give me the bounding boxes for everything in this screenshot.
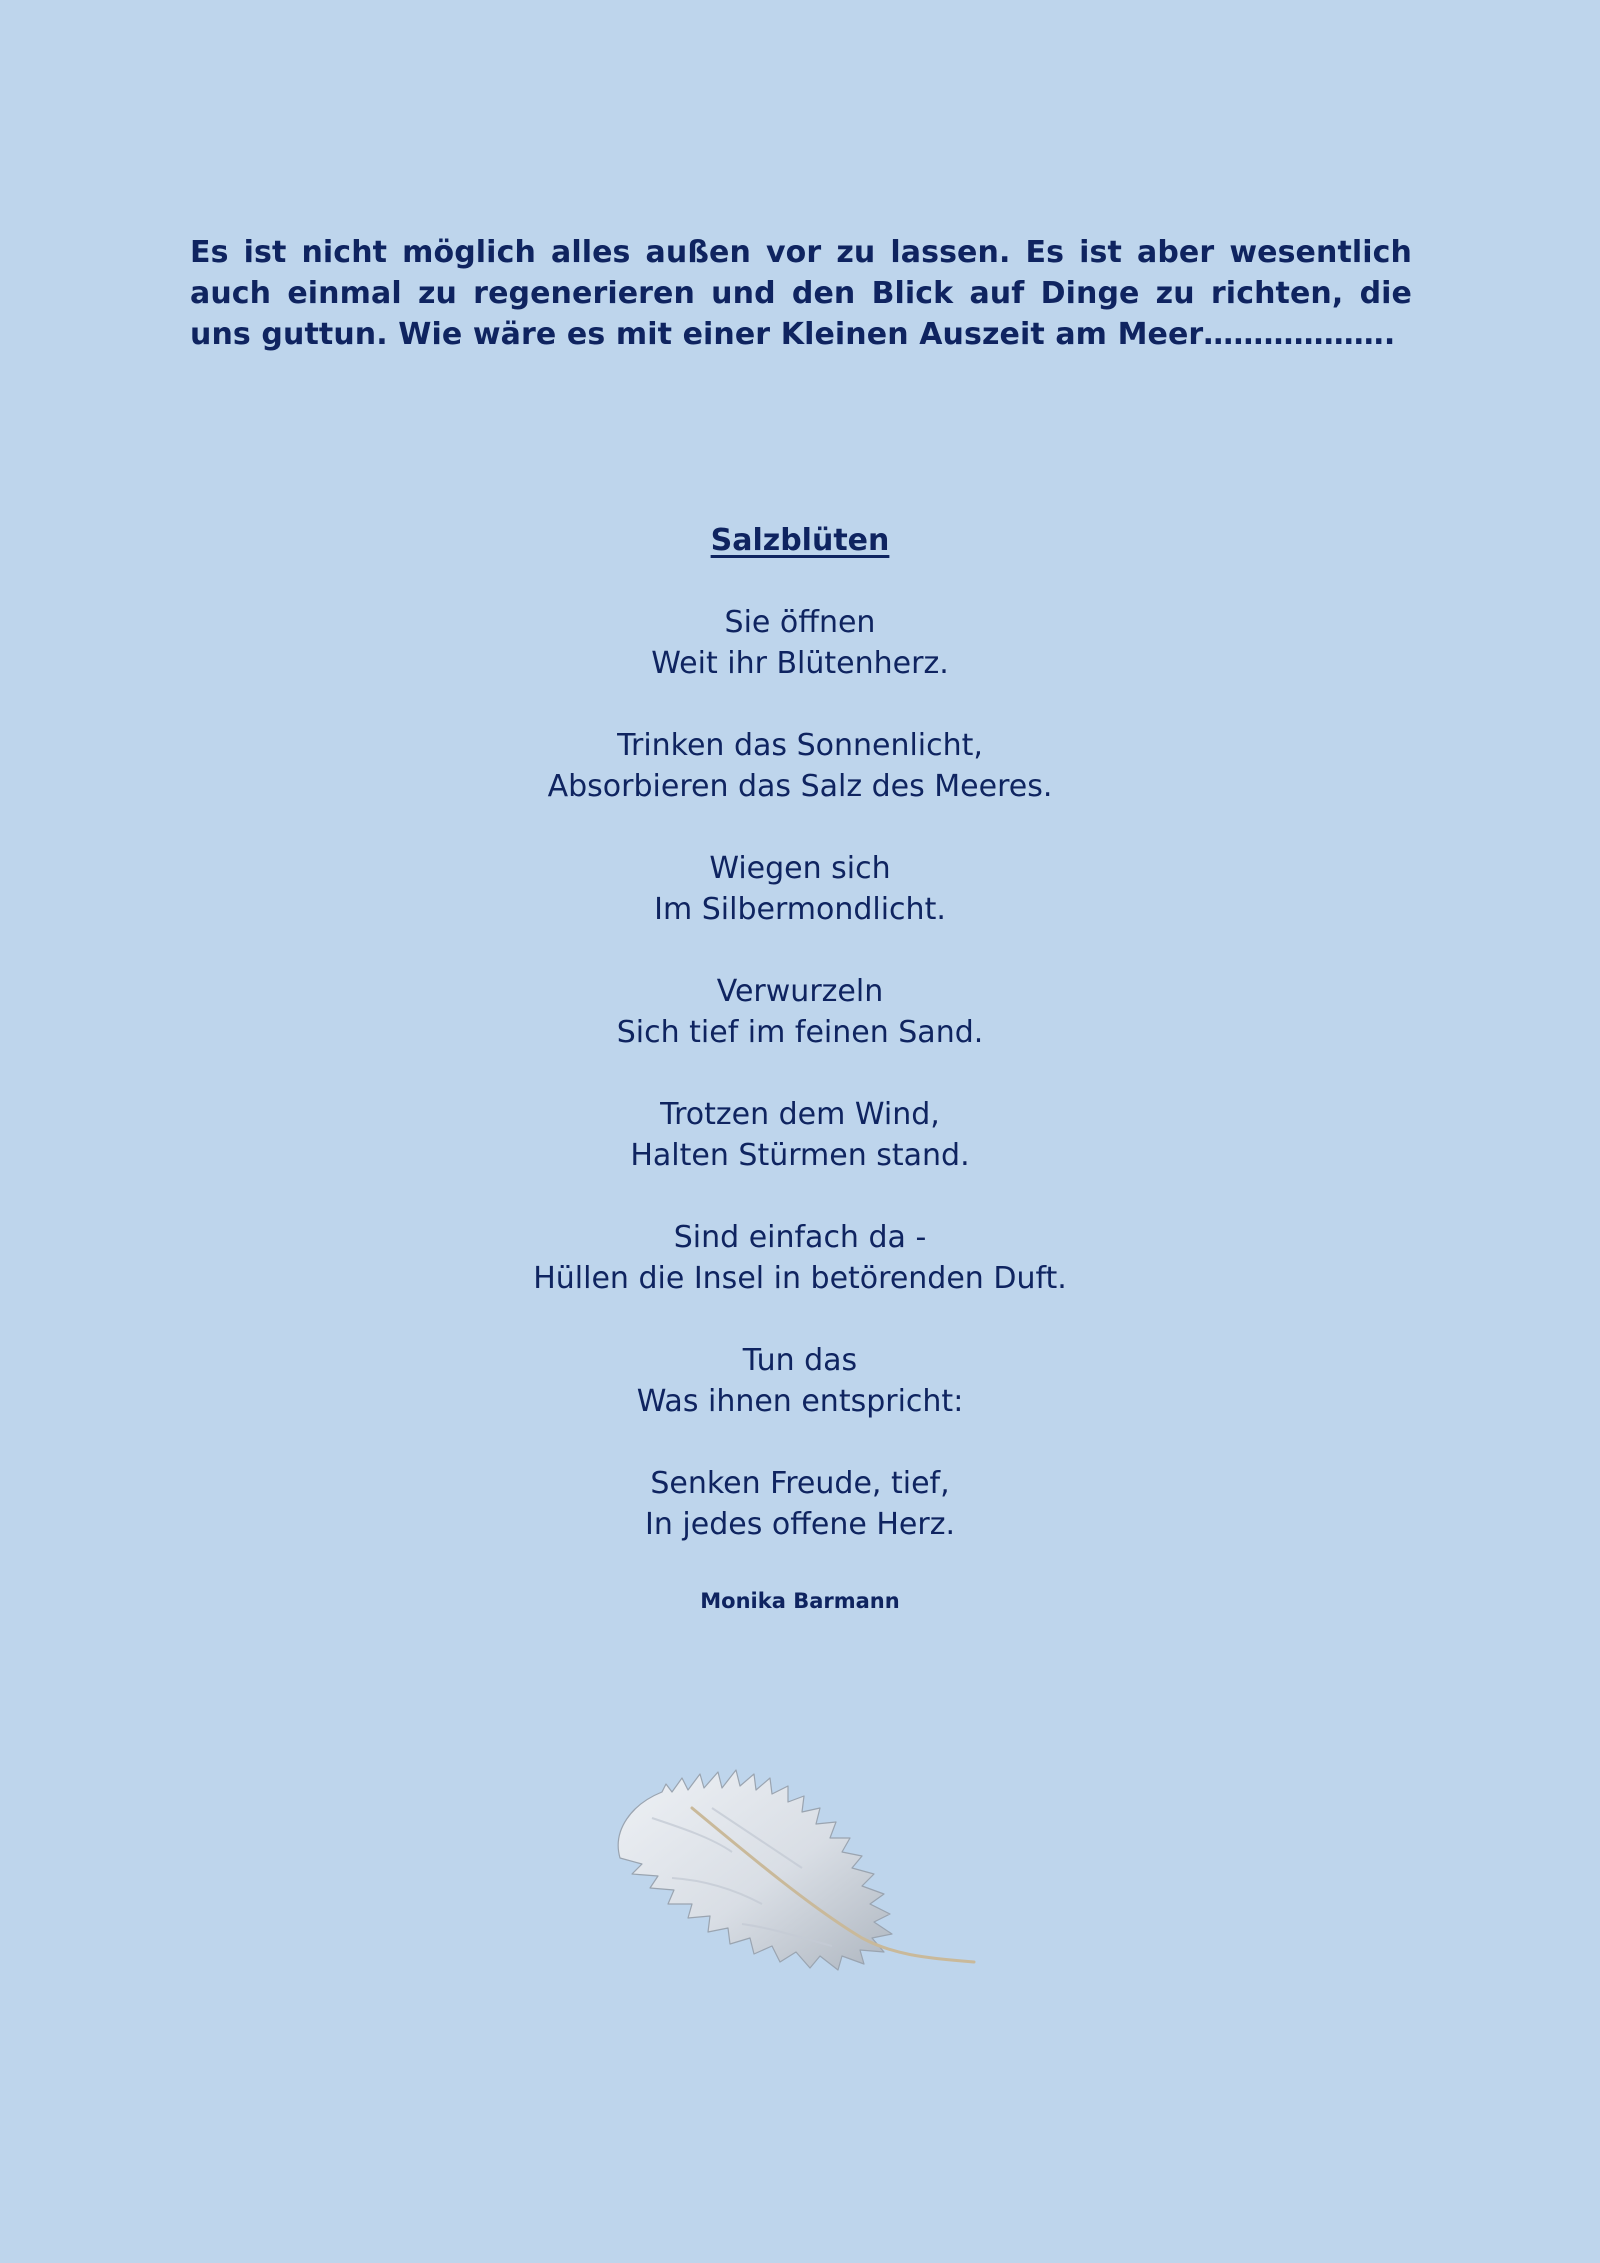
- feather-plume: [618, 1770, 892, 1970]
- poem-author: Monika Barmann: [700, 1589, 900, 1613]
- stanza: [0, 602, 1600, 684]
- poem-line: Sie öffnen: [724, 605, 876, 640]
- poem-line: Absorbieren das Salz des Meeres.: [547, 769, 1053, 804]
- poem-title: Salzblüten: [710, 523, 890, 558]
- stanza: [0, 1217, 1600, 1299]
- poem-line: Trinken das Sonnenlicht,: [617, 728, 983, 763]
- intro-paragraph: Es ist nicht möglich alles außen vor zu lassen. Es ist aber wesentlich auch einmal zu regenerieren und den Blick auf Dinge zu richten, die uns guttun. Wie wäre es mit einer Kleinen Auszeit am Meer……………….: [190, 235, 1412, 352]
- poem-line: Im Silbermondlicht.: [654, 892, 946, 927]
- poem-line: Was ihnen entspricht:: [636, 1384, 964, 1419]
- poem-line: Verwurzeln: [716, 974, 884, 1009]
- feather-icon: [592, 1748, 994, 1976]
- poem-line: In jedes offene Herz.: [645, 1507, 955, 1542]
- stanza: [0, 971, 1600, 1053]
- stanza: [0, 725, 1600, 807]
- poem-line: Hüllen die Insel in betörenden Duft.: [533, 1261, 1067, 1296]
- poem-line: Halten Stürmen stand.: [630, 1138, 970, 1173]
- poem-line: Sich tief im feinen Sand.: [616, 1015, 984, 1050]
- stanza: [0, 1463, 1600, 1545]
- poem-line: Trotzen dem Wind,: [660, 1097, 940, 1132]
- poem-line: Wiegen sich: [709, 851, 891, 886]
- poem-line: Weit ihr Blütenherz.: [651, 646, 949, 681]
- stanza: [0, 1340, 1600, 1422]
- stanza: [0, 1094, 1600, 1176]
- stanza: [0, 848, 1600, 930]
- poem: [0, 520, 1600, 1616]
- poem-line: Tun das: [742, 1343, 858, 1378]
- poem-line: Senken Freude, tief,: [650, 1466, 950, 1501]
- poem-line: Sind einfach da -: [673, 1220, 927, 1255]
